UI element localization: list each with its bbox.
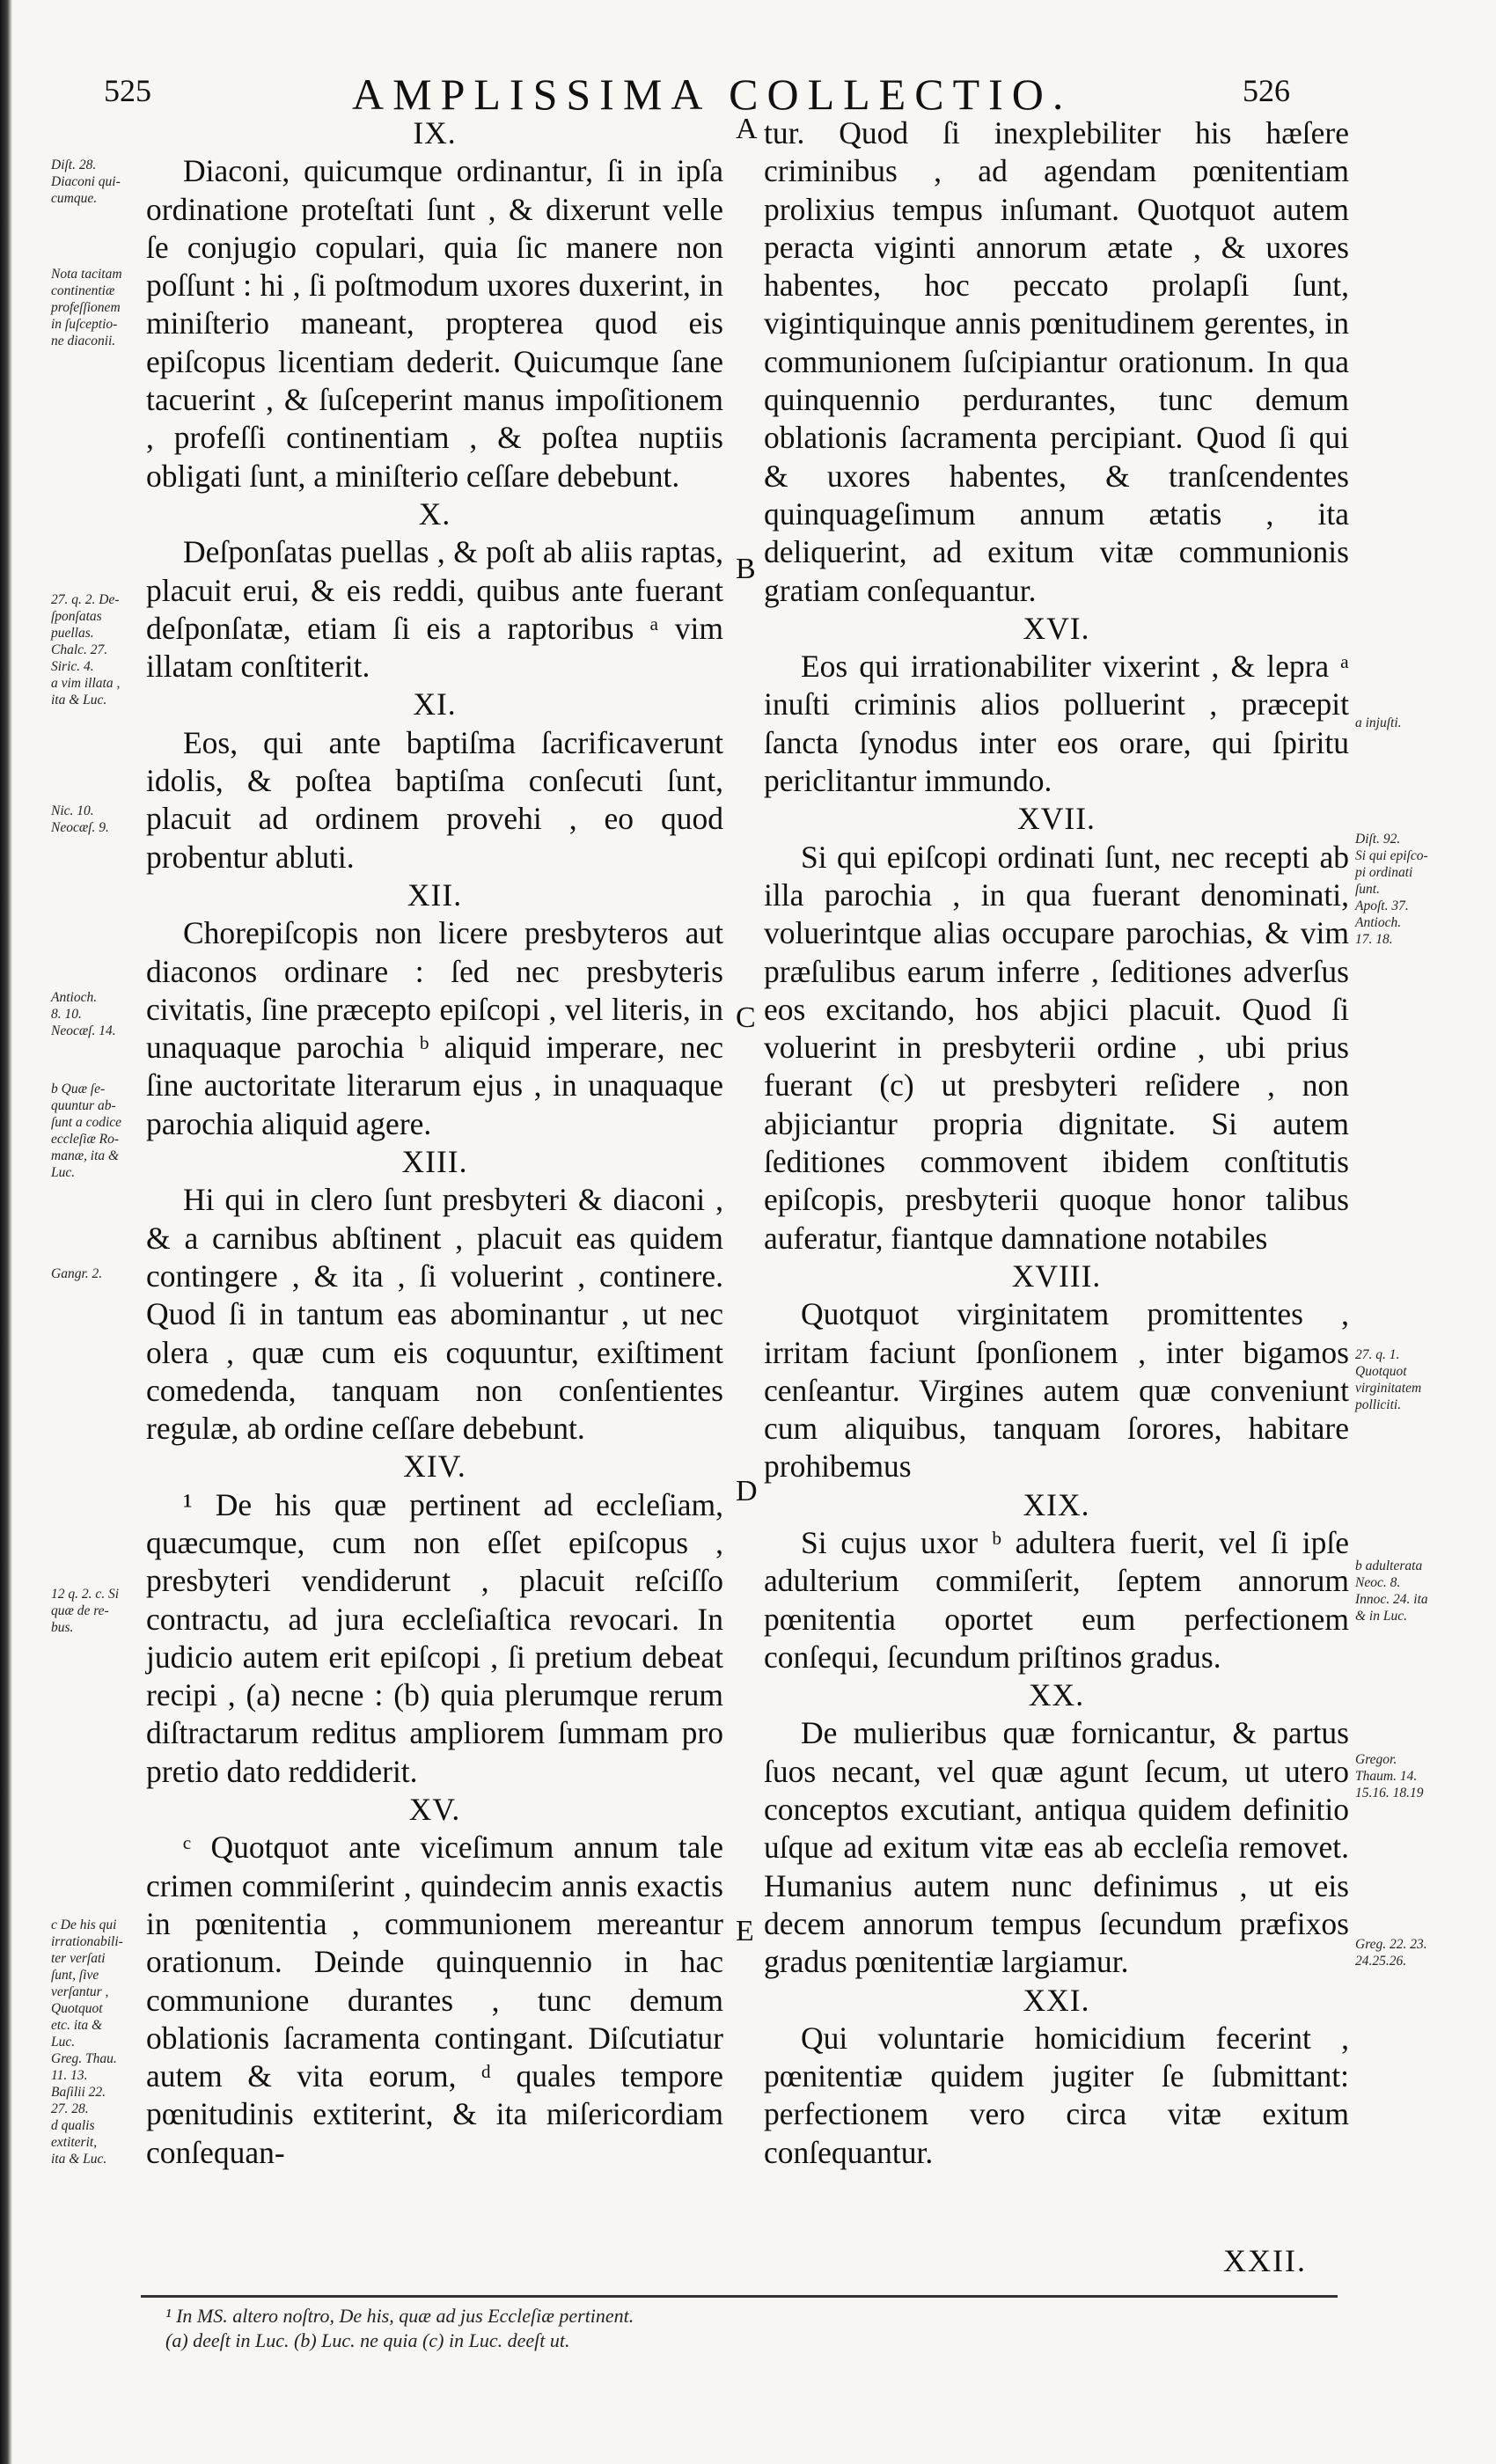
margin-note: a injuſti.: [1355, 715, 1402, 730]
canon-text: Chorepiſcopis non licere presbyteros aut diaconos ordinare : ſed nec presbyteris civitatis, ſine præcepto epiſcopi , vel literis, in unaquaque parochia ᵇ aliquid imperare, nec ſine auctoritate literarum ejus , in unaquaque parochia aliquid agere.: [146, 915, 723, 1141]
section-letter-a: A: [736, 113, 758, 145]
right-column: [764, 114, 1349, 2172]
margin-note: Nota tacitam continentiæ profeſſionem in ſuſceptio- ne diaconii.: [51, 267, 122, 348]
footnote-rule: [141, 2295, 1338, 2298]
running-title: AMPLISSIMA COLLECTIO.: [352, 70, 1073, 119]
margin-note: b adulterata Neoc. 8. Innoc. 24. ita & in Luc.: [1355, 1558, 1428, 1624]
margin-note: 27. q. 2. De- ſponſatas puellas. Chalc. 27. Siric. 4. a vim illata , ita & Luc.: [51, 592, 121, 708]
section-letter-d: D: [736, 1475, 758, 1507]
section-letter-b: B: [736, 553, 756, 585]
canon-heading: XVIII.: [1011, 1258, 1102, 1294]
margin-note: Antioch. 8. 10. Neocæſ. 14.: [51, 990, 116, 1038]
margin-note: Gregor. Thaum. 14. 15.16. 18.19: [1355, 1752, 1424, 1800]
canon-heading: IX.: [413, 115, 457, 150]
canon-heading: XVII.: [1017, 801, 1096, 837]
margin-note: c De his qui irrationabili- ter verſati ſunt, ſive verſantur , Quotquot etc. ita & Luc. Greg. Thau. 11. 13. Baſilii 22. 27. 28. d qualis extiterit, ita & Luc.: [51, 1918, 123, 2167]
margin-note: Greg. 22. 23. 24.25.26.: [1355, 1937, 1427, 1969]
canon-heading: XI.: [413, 686, 457, 722]
footnote-2: (a) deeſt in Luc. (b) Luc. ne quia (c) in Luc. deeſt ut.: [165, 2329, 570, 2351]
canon-heading: XII.: [407, 876, 463, 913]
canon-heading: XXI.: [1023, 1982, 1090, 2018]
canon-text: Eos qui irrationabiliter vixerint , & lepra ᵃ inuſti criminis alios polluerint , præcepit ſancta ſynodus inter eos orare, qui ſpiritu periclitantur immundo.: [764, 649, 1349, 799]
section-letter-c: C: [736, 1001, 756, 1034]
canon-heading: XIII.: [401, 1144, 468, 1180]
canon-heading: XV.: [408, 1792, 461, 1828]
margin-note: Diſt. 92. Si qui epiſco- pi ordinati ſunt. Apoſt. 37. Antioch. 17. 18.: [1355, 832, 1428, 947]
margin-note: Gangr. 2.: [51, 1266, 103, 1281]
canon-text: Eos, qui ante baptiſma ſacrificaverunt idolis, & poſtea baptiſma conſecuti ſunt, placuit ad ordinem provehi , eo quod probentur abluti.: [146, 724, 723, 875]
canon-heading: XIV.: [403, 1448, 466, 1485]
footnotes: [165, 2304, 1309, 2353]
canon-text: Diaconi, quicumque ordinantur, ſi in ipſa ordinatione proteſtati ſunt , & dixerunt velle ſe conjugio copulari, quia ſic manere non poſſunt : hi , ſi poſtmodum uxores duxerint, in miniſterio maneant, propterea quod eis epiſcopus licentiam dederit. Quicumque ſane tacuerint , & ſuſceperint manus impoſitionem , profeſſi continentiam , & poſtea nuptiis obligati ſunt, a miniſterio ceſſare debebunt.: [146, 153, 723, 494]
canon-heading: XVI.: [1023, 610, 1090, 646]
margin-note: b Quæ ſe- quuntur ab- ſunt a codice eccleſiæ Ro- manæ, ita & Luc.: [51, 1082, 122, 1180]
canon-text: Si qui epiſcopi ordinati ſunt, nec recepti ab illa parochia , in qua fuerant denominati, voluerintque alias occupare parochias, & vim præſulibus earum inferre , ſeditiones adverſus eos excitando, hos abjici placuit. Quod ſi voluerint in presbyterii ordine , ubi prius fuerant (c) ut presbyteri reſidere , non abjiciantur propria dignitate. Si autem ſeditiones commovent ibidem conſtitutis epiſcopis, presbyterii quoque honor talibus auferatur, fiantque damnatione notabiles: [764, 839, 1349, 1256]
catchword: XXII.: [1223, 2243, 1307, 2278]
page-number-left: 525: [104, 73, 151, 108]
margin-note: 27. q. 1. Quotquot virginitatem polliciti.: [1355, 1347, 1422, 1412]
margin-note: Nic. 10. Neocæſ. 9.: [51, 803, 109, 835]
canon-text: Hi qui in clero ſunt presbyteri & diaconi , & a carnibus abſtinent , placuit eas quidem contingere , & ita , ſi voluerint , continere. Quod ſi in tantum eas abominantur , ut nec olera , quæ cum eis coquuntur, exiſtiment comedenda, tanquam non conſentientes regulæ, ab ordine ceſſare debebunt.: [146, 1182, 723, 1447]
canon-text: ᶜ Quotquot ante viceſimum annum tale crimen commiſerint , quindecim annis exactis in pœnitentia , communionem mereantur orationum. Deinde quinquennio in hac communione durantes , tunc demum oblationis ſacramenta contingant. Diſcutiatur autem & vita eorum, ᵈ quales tempore pœnitudinis extiterint, & ita miſericordiam conſequan-: [146, 1830, 723, 2170]
canon-text: ¹ De his quæ pertinent ad eccleſiam, quæcumque, cum non eſſet epiſcopus , presbyteri vendiderunt , placuit reſciſſo contractu, ad jura eccleſiaſtica revocari. In judicio autem erit epiſcopi , ſi pretium debeat recipi , (a) necne : (b) quia plerumque rerum diſtractarum reditus ampliorem ſummam pro pretio dato reddiderit.: [146, 1486, 723, 1789]
canon-text: De mulieribus quæ fornicantur, & partus ſuos necant, vel quæ agunt ſecum, ut utero conceptos excutiant, antiqua quidem definitio uſque ad exitum vitæ eas ab eccleſia removet. Humanius autem nunc definimus , ut eis decem annorum tempus ſecundum præfixos gradus pœnitentiæ largiamur.: [764, 1715, 1349, 1980]
left-column: [146, 114, 723, 2172]
canon-text: Qui voluntarie homicidium fecerint , pœnitentiæ quidem jugiter ſe ſubmittant: perfectionem vero circa vitæ exitum conſequantur.: [764, 2020, 1349, 2170]
canon-heading: X.: [418, 495, 451, 532]
canon-heading: XIX.: [1023, 1486, 1090, 1522]
section-letter-e: E: [736, 1915, 754, 1947]
margin-note: 12 q. 2. c. Si quæ de re- bus.: [51, 1587, 120, 1635]
canon-heading: XX.: [1028, 1677, 1085, 1713]
margin-note: Diſt. 28. Diaconi qui- cumque.: [51, 158, 121, 206]
page-number-right: 526: [1243, 73, 1290, 108]
canon-text: Si cujus uxor ᵇ adultera fuerit, vel ſi ipſe adulterium commiſerit, ſeptem annorum pœnitentia oportet eum perfectionem conſequi, ſecundum priſtinos gradus.: [764, 1524, 1349, 1675]
canon-text: tur. Quod ſi inexplebiliter his hæſere criminibus , ad agendam pœnitentiam prolixius tempus inſumant. Quotquot autem peracta viginti annorum ætate , & uxores habentes, hoc peccato prolapſi ſunt, vigintiquinque annis pœnitudinem gerentes, in communionem ſuſcipiantur orationum. In qua quinquennio perdurantes, tunc demum oblationis ſacramenta percipiant. Quod ſi qui & uxores habentes, & tranſcendentes quinquageſimum annum ætatis , ita deliquerint, ad exitum vitæ communionis gratiam conſequantur.: [764, 115, 1349, 608]
canon-text: Quotquot virginitatem promittentes , irritam faciunt ſponſionem , inter bigamos cenſeantur. Virgines autem quæ conveniunt cum aliquibus, tanquam ſorores, habitare prohibemus: [764, 1296, 1349, 1485]
footnote-1: ¹ In MS. altero noſtro, De his, quæ ad jus Eccleſiæ pertinent.: [165, 2305, 634, 2327]
page-binding-shadow: [0, 0, 12, 2464]
canon-text: Deſponſatas puellas , & poſt ab aliis raptas, placuit erui, & eis reddi, quibus ante fuerant deſponſatæ, etiam ſi eis a raptoribus ᵃ vim illatam conſtiterit.: [146, 534, 723, 685]
